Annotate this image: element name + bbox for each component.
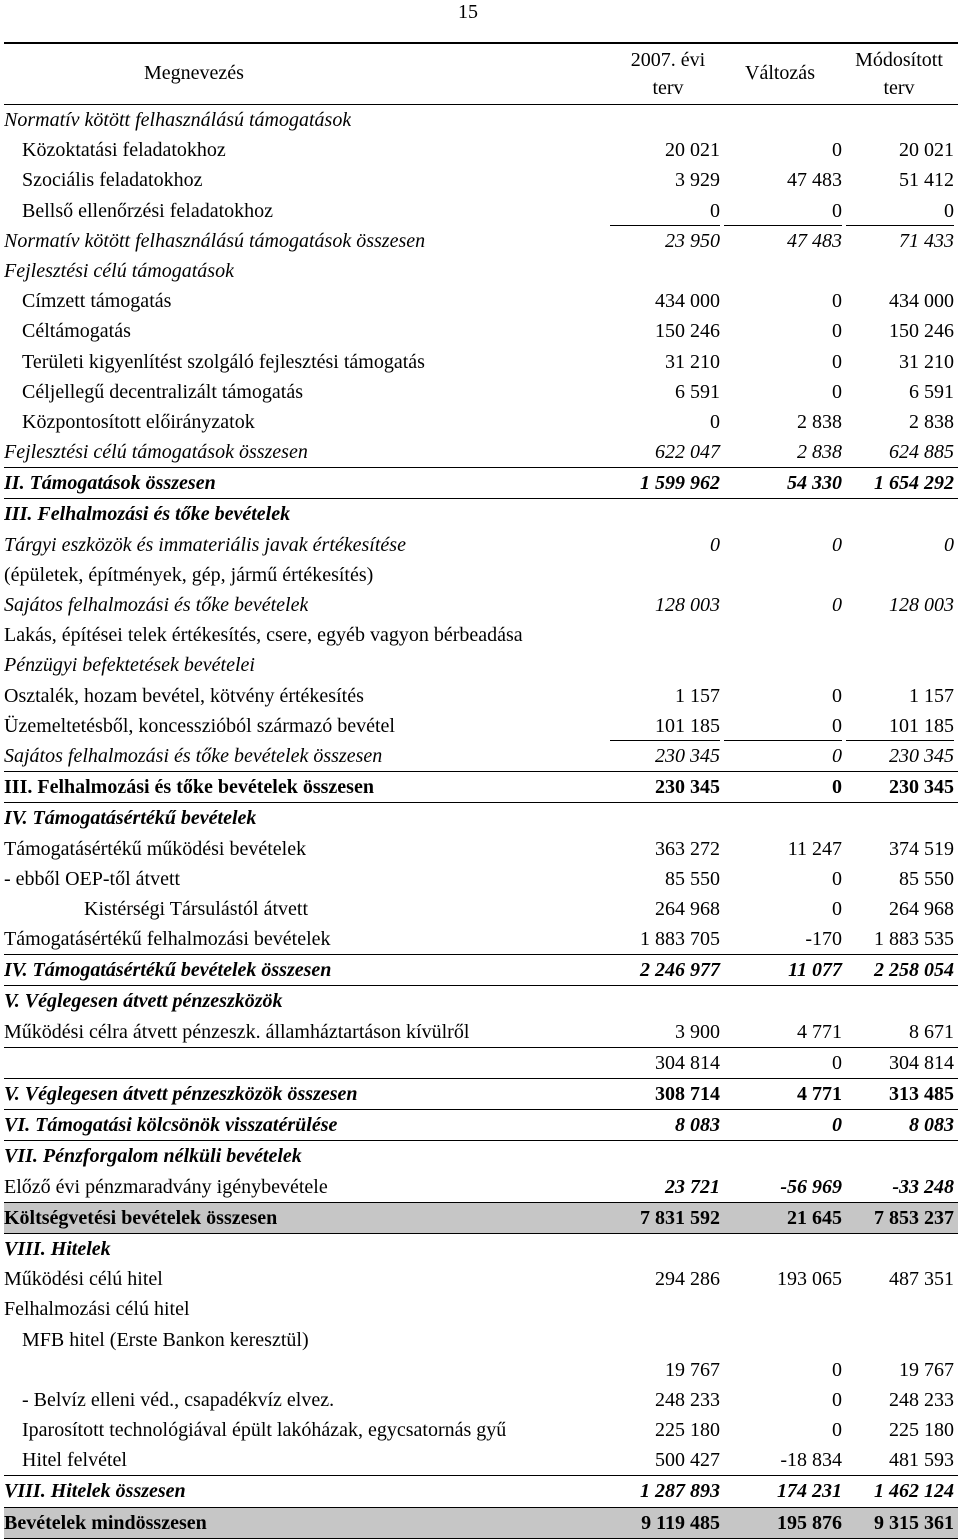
table-row — [4, 681, 958, 711]
table-row — [4, 1141, 958, 1171]
cell-plan: 3 900 — [675, 1020, 720, 1043]
cell-modified: 1 157 — [909, 684, 954, 707]
cell-plan: 363 272 — [655, 837, 720, 860]
cell-modified: 150 246 — [889, 320, 954, 343]
row-label: Sajátos felhalmozási és tőke bevételek összesen — [4, 744, 383, 767]
table-row — [4, 1264, 958, 1294]
cell-modified: 7 853 237 — [874, 1206, 954, 1229]
row-label: Hitel felvétel — [22, 1449, 127, 1472]
budget-table — [4, 42, 958, 1539]
table-body — [4, 105, 958, 1539]
row-label: VI. Támogatási kölcsönök visszatérülése — [4, 1114, 338, 1137]
row-label: Területi kigyenlítést szolgáló fejlesztési támogatás — [22, 350, 425, 373]
cell-change: 193 065 — [777, 1268, 842, 1291]
cell-change: 47 483 — [787, 229, 842, 252]
table-row — [4, 894, 958, 924]
table-row — [4, 377, 958, 407]
header-name: Megnevezés — [144, 62, 244, 84]
row-label: VII. Pénzforgalom nélküli bevételek — [4, 1145, 302, 1168]
cell-change: 0 — [832, 867, 842, 890]
table-row — [4, 196, 958, 226]
cell-modified: 1 883 535 — [874, 928, 954, 951]
cell-modified: 248 233 — [889, 1388, 954, 1411]
table-row — [4, 256, 958, 286]
cell-plan: 0 — [710, 410, 720, 433]
cell-change: 21 645 — [787, 1206, 842, 1229]
header-plan-line1: 2007. évi — [630, 49, 706, 71]
table-row — [4, 1325, 958, 1355]
table-row — [4, 803, 958, 833]
table-row — [4, 864, 958, 894]
row-label: Céljellegű decentralizált támogatás — [22, 380, 303, 403]
cell-modified: 2 838 — [909, 410, 954, 433]
cell-plan: 101 185 — [610, 711, 720, 741]
row-label: Fejlesztési célú támogatások összesen — [4, 441, 308, 464]
page-number: 15 — [458, 1, 478, 23]
row-label: Előző évi pénzmaradvány igénybevétele — [4, 1175, 328, 1198]
cell-modified: 20 021 — [899, 139, 954, 162]
table-row — [4, 1445, 958, 1476]
row-label: Pénzügyi befektetések bevételei — [4, 654, 255, 677]
table-row — [4, 347, 958, 377]
cell-plan: 304 814 — [655, 1051, 720, 1074]
cell-plan: 264 968 — [655, 897, 720, 920]
cell-modified: 230 345 — [889, 744, 954, 767]
cell-plan: 230 345 — [655, 744, 720, 767]
table-row — [4, 560, 958, 590]
cell-plan: 308 714 — [655, 1083, 720, 1105]
table-row — [4, 1355, 958, 1385]
cell-change: 11 077 — [788, 959, 842, 982]
row-label: Működési célú hitel — [4, 1268, 163, 1291]
cell-plan: 1 883 705 — [640, 928, 720, 951]
table-row — [4, 590, 958, 620]
cell-plan: 500 427 — [655, 1449, 720, 1472]
row-label: - ebből OEP-től átvett — [4, 867, 181, 890]
cell-modified: 8 083 — [909, 1114, 954, 1137]
table-row — [4, 316, 958, 346]
row-label: Tárgyi eszközök és immateriális javak értékesítése — [4, 533, 406, 556]
table-row — [4, 1476, 958, 1507]
cell-change: 4 771 — [797, 1020, 842, 1043]
cell-plan: 434 000 — [655, 290, 720, 313]
row-label: Bellső ellenőrzési feladatokhoz — [22, 199, 274, 222]
cell-change: 174 231 — [777, 1480, 842, 1503]
cell-modified: 2 258 054 — [874, 959, 954, 982]
table-header — [4, 44, 958, 105]
table-row — [4, 1234, 958, 1264]
row-label: Felhalmozási célú hitel — [4, 1298, 190, 1321]
row-label: Szociális feladatokhoz — [22, 169, 203, 192]
row-label: Fejlesztési célú támogatások — [4, 259, 234, 282]
row-label: V. Véglegesen átvett pénzeszközök összesen — [4, 1083, 358, 1105]
cell-change: 2 838 — [797, 441, 842, 464]
table-row — [4, 407, 958, 437]
cell-modified: 624 885 — [889, 441, 954, 464]
cell-change: 0 — [832, 776, 842, 799]
cell-change: 54 330 — [787, 472, 842, 495]
cell-change: 0 — [724, 196, 842, 226]
table-row — [4, 1079, 958, 1110]
table-row — [4, 135, 958, 165]
cell-modified: 1 462 124 — [874, 1480, 954, 1503]
cell-modified: 230 345 — [889, 776, 954, 799]
cell-modified: 85 550 — [899, 867, 954, 890]
cell-change: -18 834 — [780, 1449, 842, 1472]
row-label: Normatív kötött felhasználású támogatások összesen — [4, 229, 426, 252]
cell-plan: 23 950 — [665, 229, 720, 252]
cell-plan: 225 180 — [655, 1419, 720, 1442]
cell-modified: 19 767 — [899, 1358, 954, 1381]
header-plan — [616, 46, 720, 102]
table-row — [4, 1048, 958, 1079]
cell-change: 4 771 — [797, 1083, 842, 1105]
cell-modified: 31 210 — [899, 350, 954, 373]
cell-plan: 7 831 592 — [640, 1206, 720, 1229]
table-row — [4, 530, 958, 560]
row-label: IV. Támogatásértékű bevételek összesen — [4, 959, 332, 982]
table-row — [4, 437, 958, 468]
cell-change: -170 — [805, 928, 842, 951]
row-label: Kistérségi Társulástól átvett — [84, 897, 309, 920]
table-row — [4, 1385, 958, 1415]
table-row — [4, 1017, 958, 1048]
cell-modified: 6 591 — [909, 380, 954, 403]
cell-modified: 71 433 — [899, 229, 954, 252]
cell-change: 0 — [832, 897, 842, 920]
table-row — [4, 165, 958, 195]
row-label: II. Támogatások összesen — [4, 472, 216, 495]
cell-change: 0 — [724, 711, 842, 741]
row-label: Bevételek mindösszesen — [4, 1511, 207, 1534]
cell-plan: 0 — [610, 196, 720, 226]
table-row — [4, 468, 958, 499]
cell-plan: 1 287 893 — [640, 1480, 720, 1503]
row-label: Közoktatási feladatokhoz — [22, 139, 226, 162]
cell-modified: 304 814 — [889, 1051, 954, 1074]
cell-modified: 0 — [846, 196, 954, 226]
cell-plan: 31 210 — [665, 350, 720, 373]
cell-modified: 481 593 — [889, 1449, 954, 1472]
cell-change: 0 — [832, 1419, 842, 1442]
cell-modified: 313 485 — [889, 1083, 954, 1105]
table-row — [4, 834, 958, 864]
row-label: Normatív kötött felhasználású támogatások — [4, 109, 352, 131]
cell-change: 0 — [832, 380, 842, 403]
cell-plan: 19 767 — [665, 1358, 720, 1381]
row-label: Lakás, építései telek értékesítés, csere, egyéb vagyon bérbeadása — [4, 624, 523, 647]
cell-plan: 9 119 485 — [641, 1511, 720, 1534]
header-mod-line1: Módosított — [855, 49, 943, 71]
table-row — [4, 286, 958, 316]
cell-plan: 248 233 — [655, 1388, 720, 1411]
cell-plan: 6 591 — [675, 380, 720, 403]
cell-modified: 225 180 — [889, 1419, 954, 1442]
row-label: VIII. Hitelek — [4, 1237, 111, 1260]
cell-change: 0 — [832, 350, 842, 373]
cell-plan: 2 246 977 — [640, 959, 720, 982]
cell-plan: 8 083 — [675, 1114, 720, 1137]
row-label: Osztalék, hozam bevétel, kötvény értékesítés — [4, 684, 364, 707]
cell-modified: 264 968 — [889, 897, 954, 920]
cell-plan: 0 — [710, 533, 720, 556]
cell-plan: 20 021 — [665, 139, 720, 162]
cell-change: 11 247 — [787, 837, 842, 860]
cell-change: 0 — [832, 290, 842, 313]
cell-modified: 8 671 — [909, 1020, 954, 1043]
table-row — [4, 1294, 958, 1324]
table-row — [4, 986, 958, 1016]
cell-change: 0 — [832, 1388, 842, 1411]
table-row — [4, 105, 958, 135]
table-row — [4, 1415, 958, 1445]
table-row — [4, 1172, 958, 1203]
row-label: Üzemeltetésből, koncesszióból származó bevétel — [4, 714, 395, 737]
cell-modified: 487 351 — [889, 1268, 954, 1291]
cell-plan: 3 929 — [675, 169, 720, 192]
cell-modified: 128 003 — [889, 594, 954, 616]
row-label: Működési célra átvett pénzeszk. államháztartáson kívülről — [4, 1020, 470, 1043]
cell-plan: 622 047 — [655, 441, 720, 464]
row-label: Központosított előirányzatok — [22, 410, 255, 433]
cell-plan: 1 157 — [675, 684, 720, 707]
row-label: III. Felhalmozási és tőke bevételek — [4, 503, 291, 526]
table-row — [4, 620, 958, 650]
row-label: V. Véglegesen átvett pénzeszközök — [4, 990, 283, 1013]
table-row — [4, 1203, 958, 1234]
cell-change: 0 — [832, 744, 842, 767]
cell-change: 0 — [832, 1358, 842, 1381]
cell-plan: 85 550 — [665, 867, 720, 890]
cell-change: -56 969 — [780, 1175, 842, 1198]
header-modified — [840, 46, 958, 102]
table-row — [4, 226, 958, 256]
cell-change: 0 — [832, 1051, 842, 1074]
header-plan-line2: terv — [652, 77, 684, 99]
cell-plan: 23 721 — [665, 1175, 720, 1198]
table-row — [4, 955, 958, 986]
cell-plan: 128 003 — [655, 594, 720, 616]
cell-modified: 9 315 361 — [874, 1511, 954, 1534]
table-row — [4, 1110, 958, 1141]
cell-plan: 150 246 — [655, 320, 720, 343]
cell-modified: 101 185 — [846, 711, 954, 741]
table-row — [4, 924, 958, 955]
cell-modified: 374 519 — [889, 837, 954, 860]
cell-change: 47 483 — [787, 169, 842, 192]
row-label: Címzett támogatás — [22, 290, 172, 313]
row-label: Céltámogatás — [22, 320, 131, 343]
row-label: MFB hitel (Erste Bankon keresztül) — [22, 1328, 309, 1351]
cell-modified: -33 248 — [892, 1175, 954, 1198]
header-change: Változás — [745, 62, 815, 84]
row-label: Sajátos felhalmozási és tőke bevételek — [4, 594, 309, 616]
row-label: Támogatásértékű működési bevételek — [4, 837, 307, 860]
cell-change: 0 — [832, 533, 842, 556]
cell-modified: 0 — [944, 533, 954, 556]
cell-change: 0 — [832, 594, 842, 616]
cell-change: 0 — [832, 684, 842, 707]
cell-modified: 51 412 — [899, 169, 954, 192]
cell-change: 0 — [832, 139, 842, 162]
row-label: VIII. Hitelek összesen — [4, 1480, 186, 1503]
cell-change: 2 838 — [797, 410, 842, 433]
cell-change: 0 — [832, 320, 842, 343]
cell-change: 195 876 — [777, 1511, 842, 1534]
table-row — [4, 499, 958, 529]
header-mod-line2: terv — [883, 77, 915, 99]
cell-plan: 1 599 962 — [640, 472, 720, 495]
row-label: (épületek, építmények, gép, jármű értékesítés) — [4, 563, 374, 586]
row-label: Iparosított technológiával épült lakóházak, egycsatornás gyű — [22, 1419, 507, 1442]
cell-plan: 294 286 — [655, 1268, 720, 1291]
table-row — [4, 1508, 958, 1539]
cell-plan: 230 345 — [655, 776, 720, 799]
table-row — [4, 772, 958, 803]
cell-modified: 434 000 — [889, 290, 954, 313]
row-label: IV. Támogatásértékű bevételek — [4, 807, 257, 830]
cell-modified: 1 654 292 — [874, 472, 954, 495]
table-row — [4, 741, 958, 772]
table-row — [4, 711, 958, 741]
cell-change: 0 — [832, 1114, 842, 1137]
row-label: - Belvíz elleni véd., csapadékvíz elvez. — [22, 1388, 335, 1411]
row-label: Költségvetési bevételek összesen — [4, 1206, 278, 1229]
table-row — [4, 650, 958, 680]
row-label: Támogatásértékű felhalmozási bevételek — [4, 928, 331, 951]
row-label: III. Felhalmozási és tőke bevételek összesen — [4, 776, 374, 799]
